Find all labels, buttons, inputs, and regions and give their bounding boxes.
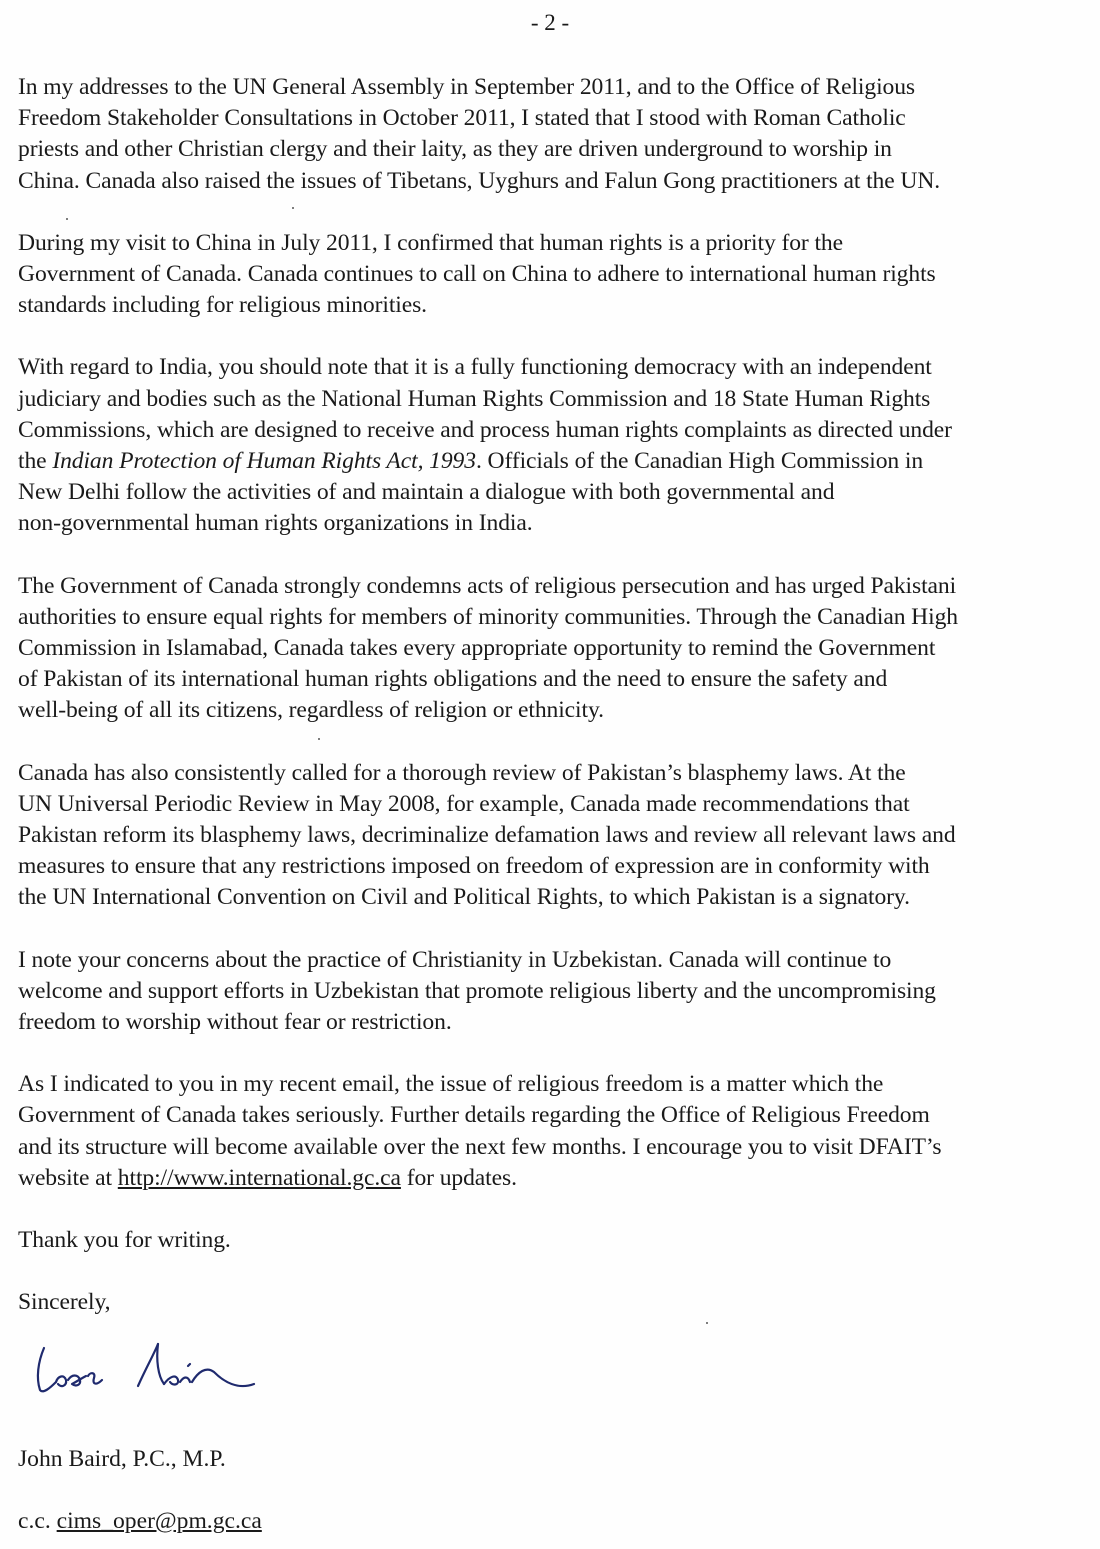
- text-line: of Pakistan of its international human rights obligations and the need to ensure the safety and: [18, 666, 888, 693]
- text-fragment: . Officials of the Canadian High Commission in: [475, 448, 924, 475]
- cc-label: c.c.: [18, 1508, 57, 1534]
- text-line: welcome and support efforts in Uzbekistan that promote religious liberty and the uncompromising: [18, 977, 936, 1004]
- text-line: With regard to India, you should note that it is a fully functioning democracy with an independent: [18, 354, 932, 381]
- carbon-copy-line: [18, 1506, 262, 1537]
- closing-thanks: Thank you for writing.: [18, 1227, 231, 1254]
- act-title: Indian Protection of Human Rights Act, 1993: [52, 448, 476, 475]
- text-line: The Government of Canada strongly condemns acts of religious persecution and has urged Pakistani: [18, 572, 957, 599]
- text-line: Commissions, which are designed to receive and process human rights complaints as directed under: [18, 416, 952, 443]
- letter-body: [18, 72, 1088, 1350]
- text-line: Government of Canada takes seriously. Further details regarding the Office of Religious Freedom: [18, 1102, 930, 1129]
- text-line: As I indicated to you in my recent email, the issue of religious freedom is a matter which the: [18, 1071, 884, 1098]
- page-number: - 2 -: [530, 10, 570, 35]
- text-line: [18, 1163, 1088, 1194]
- cc-email-link[interactable]: cims_oper@pm.gc.ca: [56, 1508, 262, 1534]
- text-fragment: the: [18, 448, 53, 475]
- paragraph-china-visit: [18, 228, 1088, 322]
- text-line: Government of Canada. Canada continues to call on China to adhere to international human rights: [18, 261, 936, 288]
- paragraph-un-addresses: [18, 72, 1088, 197]
- text-line: authorities to ensure equal rights for members of minority communities. Through the Canadian High: [18, 603, 958, 630]
- text-line: UN Universal Periodic Review in May 2008, for example, Canada made recommendations that: [18, 790, 910, 817]
- paragraph-blasphemy-laws: [18, 758, 1088, 914]
- text-line: and its structure will become available over the next few months. I encourage you to visit DFAIT’s: [18, 1133, 942, 1160]
- text-line: well-being of all its citizens, regardless of religion or ethnicity.: [18, 697, 604, 724]
- scan-speck: [292, 207, 294, 209]
- scan-speck: [66, 218, 68, 220]
- text-line: New Delhi follow the activities of and maintain a dialogue with both governmental and: [18, 479, 835, 506]
- text-line: Commission in Islamabad, Canada takes every appropriate opportunity to remind the Government: [18, 635, 936, 662]
- text-line: Freedom Stakeholder Consultations in October 2011, I stated that I stood with Roman Catholic: [18, 105, 906, 132]
- text-line: judiciary and bodies such as the National Human Rights Commission and 18 State Human Rights: [18, 385, 931, 412]
- signature-image: [30, 1338, 270, 1408]
- scan-speck: [706, 1322, 708, 1324]
- signer-name: John Baird, P.C., M.P.: [18, 1446, 226, 1472]
- text-fragment: for updates.: [400, 1164, 517, 1191]
- text-line: China. Canada also raised the issues of Tibetans, Uyghurs and Falun Gong practitioners at the UN.: [18, 167, 941, 194]
- text-line: [18, 446, 1088, 477]
- scan-speck: [318, 738, 320, 740]
- text-line: Pakistan reform its blasphemy laws, decriminalize defamation laws and review all relevant laws and: [18, 822, 956, 849]
- text-line: During my visit to China in July 2011, I confirmed that human rights is a priority for the: [18, 229, 843, 256]
- text-line: In my addresses to the UN General Assembly in September 2011, and to the Office of Religious: [18, 74, 916, 100]
- text-line: the UN International Convention on Civil and Political Rights, to which Pakistan is a signatory.: [18, 884, 910, 911]
- website-link[interactable]: http://www.international.gc.ca: [117, 1164, 401, 1191]
- text-line: non-governmental human rights organizations in India.: [18, 510, 533, 537]
- text-line: standards including for religious minorities.: [18, 292, 427, 319]
- text-line: I note your concerns about the practice of Christianity in Uzbekistan. Canada will continue to: [18, 946, 892, 973]
- text-fragment: website at: [18, 1164, 118, 1191]
- text-line: Canada has also consistently called for a thorough review of Pakistan’s blasphemy laws. At the: [18, 759, 906, 786]
- paragraph-pakistan-persecution: [18, 571, 1088, 727]
- text-line: measures to ensure that any restrictions imposed on freedom of expression are in conformity with: [18, 853, 930, 880]
- paragraph-india: [18, 352, 1088, 539]
- text-line: freedom to worship without fear or restriction.: [18, 1009, 452, 1036]
- closing-sincerely: Sincerely,: [18, 1289, 111, 1316]
- paragraph-uzbekistan: [18, 945, 1088, 1039]
- text-line: priests and other Christian clergy and their laity, as they are driven underground to worship in: [18, 136, 892, 163]
- paragraph-religious-freedom: [18, 1069, 1088, 1194]
